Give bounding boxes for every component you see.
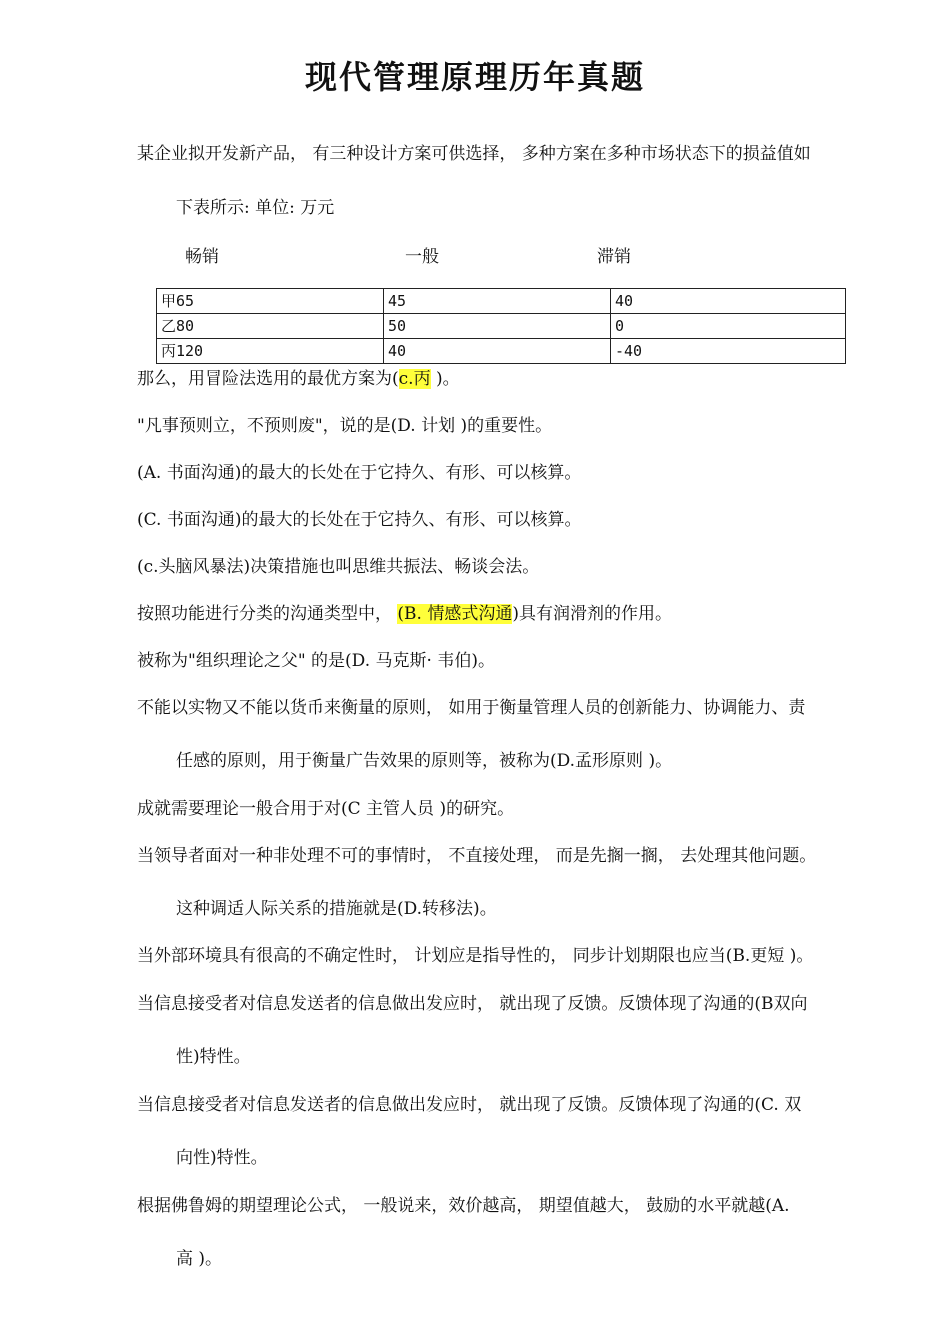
question-line-continued: 任感的原则，用于衡量广告效果的原则等，被称为(D.孟形原则 )。	[176, 751, 673, 771]
question-line: 当信息接受者对信息发送者的信息做出发应时， 就出现了反馈。反馈体现了沟通的(C. 双	[137, 1095, 802, 1115]
table-cell: 0	[611, 314, 846, 339]
highlighted-answer: (B. 情感式沟通	[397, 604, 513, 624]
column-header-3: 滞销	[597, 247, 631, 267]
table-cell: 40	[611, 289, 846, 314]
question-line: 根据佛鲁姆的期望理论公式， 一般说来，效价越高， 期望值越大， 鼓励的水平就越(A.	[137, 1196, 790, 1216]
table-row	[157, 289, 846, 314]
question-line: 当信息接受者对信息发送者的信息做出发应时， 就出现了反馈。反馈体现了沟通的(B双向	[137, 994, 808, 1014]
answer-suffix: )。	[430, 369, 460, 389]
profit-loss-table	[156, 288, 846, 364]
table-cell: 甲65	[157, 289, 384, 314]
question-line: (C. 书面沟通)的最大的长处在于它持久、有形、可以核算。	[137, 510, 582, 530]
table-cell: 45	[384, 289, 611, 314]
table-row	[157, 314, 846, 339]
question-line-continued: 这种调适人际关系的措施就是(D.转移法)。	[176, 899, 497, 919]
page-title: 现代管理原理历年真题	[304, 58, 645, 96]
column-header-1: 畅销	[185, 247, 219, 267]
question-line	[137, 602, 672, 626]
question-1-line-2: 下表所示: 单位: 万元	[176, 198, 335, 218]
question-line: 不能以实物又不能以货币来衡量的原则， 如用于衡量管理人员的创新能力、协调能力、责	[137, 698, 806, 718]
question-line: 成就需要理论一般合用于对(C 主管人员 )的研究。	[137, 799, 515, 819]
table-cell: 丙120	[157, 339, 384, 364]
line-prefix: 按照功能进行分类的沟通类型中，	[137, 604, 398, 624]
question-line-continued: 向性)特性。	[176, 1148, 268, 1168]
question-line-continued: 高 )。	[176, 1249, 223, 1269]
table-row	[157, 339, 846, 364]
answer-prefix: 那么，用冒险法选用的最优方案为(	[137, 369, 399, 389]
question-1-answer	[137, 367, 460, 391]
table-cell: -40	[611, 339, 846, 364]
question-line: (c.头脑风暴法)决策措施也叫思维共振法、畅谈会法。	[137, 557, 540, 577]
question-1-line-1: 某企业拟开发新产品， 有三种设计方案可供选择， 多种方案在多种市场状态下的损益值如	[137, 144, 811, 164]
question-line-continued: 性)特性。	[176, 1047, 251, 1067]
question-line: "凡事预则立，不预则废"，说的是(D. 计划 )的重要性。	[137, 416, 553, 436]
question-line: 当领导者面对一种非处理不可的事情时， 不直接处理， 而是先搁一搁， 去处理其他问题。	[137, 846, 817, 866]
line-suffix: )具有润滑剂的作用。	[512, 604, 672, 624]
question-line: (A. 书面沟通)的最大的长处在于它持久、有形、可以核算。	[137, 463, 582, 483]
question-line: 被称为"组织理论之父" 的是(D. 马克斯· 韦伯)。	[137, 651, 495, 671]
question-line: 当外部环境具有很高的不确定性时， 计划应是指导性的， 同步计划期限也应当(B.更短 )。	[137, 946, 814, 966]
table-cell: 50	[384, 314, 611, 339]
column-header-2: 一般	[405, 247, 439, 267]
table-cell: 乙80	[157, 314, 384, 339]
table-cell: 40	[384, 339, 611, 364]
highlighted-answer: c.丙	[398, 369, 431, 389]
